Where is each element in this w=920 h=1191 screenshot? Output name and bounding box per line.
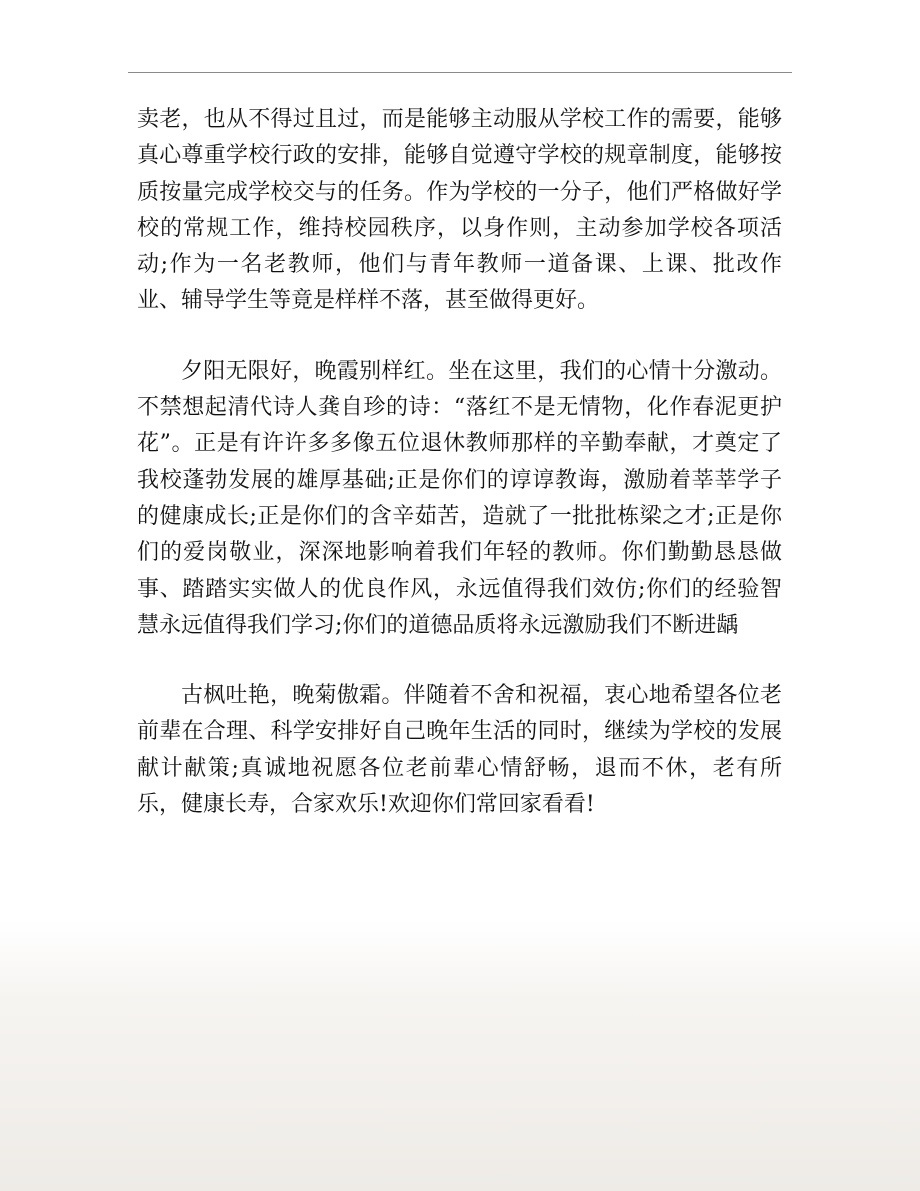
paragraph-1: 卖老，也从不得过且过，而是能够主动服从学校工作的需要，能够真心尊重学校行政的安排，能够自觉遵守学校的规章制度，能够按质按量完成学校交与的任务。作为学校的一分子，他们严格做好学校的常规工作，维持校园秩序，以身作则，主动参加学校各项活动;作为一名老教师，他们与青年教师一道备课、上课、批改作业、辅导学生等竟是样样不落，甚至做得更好。 [137, 107, 782, 314]
paragraph-3: 古枫吐艳，晚菊傲霜。伴随着不舍和祝福，衷心地希望各位老前辈在合理、科学安排好自己晚年生活的同时，继续为学校的发展献计献策;真诚地祝愿各位老前辈心情舒畅，退而不休，老有所乐，健康长寿，合家欢乐!欢迎你们常回家看看! [137, 683, 782, 818]
paragraph-2: 夕阳无限好，晚霞别样红。坐在这里，我们的心情十分激动。不禁想起清代诗人龚自珍的诗：“落红不是无情物，化作春泥更护花”。正是有许许多多像五位退休教师那样的辛勤奉献，才奠定了我校蓬勃发展的雄厚基础;正是你们的谆谆教诲，激励着莘莘学子的健康成长;正是你们的含辛茹苦，造就了一批批栋梁之才;正是你们的爱岗敬业，深深地影响着我们年轻的教师。你们勤勤恳恳做事、踏踏实实做人的优良作风，永远值得我们效仿;你们的经验智慧永远值得我们学习;你们的道德品质将永远激励我们不断进龋 [137, 358, 782, 638]
header-divider-line [128, 72, 792, 73]
document-body [137, 102, 782, 823]
page-bottom-shading [0, 920, 920, 1191]
